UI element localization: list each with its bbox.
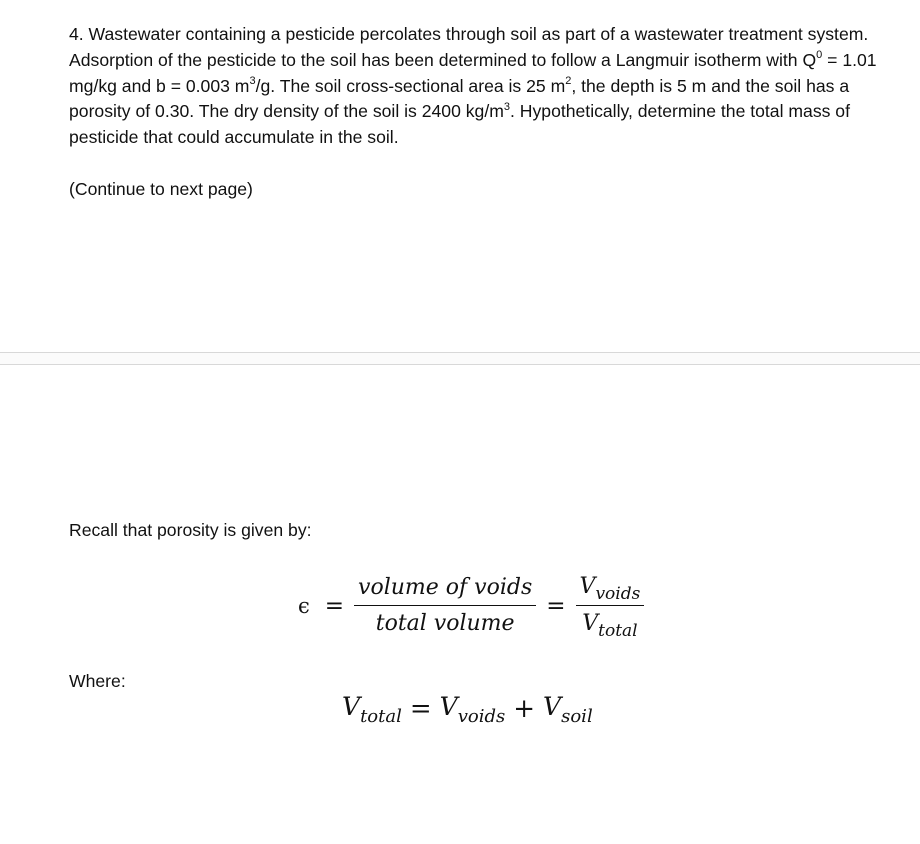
q-superscript: 0: [816, 48, 823, 61]
problem-text-1: 4. Wastewater containing a pesticide percolates through soil as part of a wastewater treatment system. Adsorption of the pesticide to the soil has been determined to follow a Langmuir isotherm with Q: [69, 24, 869, 70]
v-voids-term-subscript: voids: [457, 706, 506, 727]
fraction-bar: [354, 605, 536, 607]
density-unit-superscript: 3: [503, 100, 510, 113]
v-total-term-base: V: [342, 692, 361, 721]
fraction-denominator-words: total volume: [375, 611, 515, 637]
porosity-equation: [298, 566, 644, 646]
v-soil-term-subscript: soil: [561, 706, 593, 727]
recall-text: Recall that porosity is given by:: [69, 520, 312, 540]
fraction-numerator-words: volume of voids: [358, 574, 533, 600]
problem-statement: [69, 22, 899, 151]
v-voids-base: V: [579, 573, 596, 599]
total-volume-equation: [342, 690, 593, 727]
v-voids-term-base: V: [439, 692, 458, 721]
v-total-base: V: [582, 611, 599, 637]
v-soil-term: [543, 690, 593, 727]
problem-text-2: = 1.01 mg/kg and b = 0.003 m: [69, 49, 877, 96]
continue-note: (Continue to next page): [69, 179, 253, 199]
v-soil-term-base: V: [543, 692, 562, 721]
v-total-term: [342, 690, 402, 727]
problem-text-4: , the depth is 5 m and the soil has a porosity of 0.30. The dry density of the soil is 2400 kg/m: [69, 75, 850, 122]
v-total-denominator: [578, 610, 641, 642]
plus-sign: +: [513, 693, 536, 724]
b-unit-superscript: 3: [249, 74, 256, 87]
v-total-term-subscript: total: [360, 706, 402, 727]
page-break-divider: [0, 352, 920, 365]
problem-text-5: . Hypothetically, determine the total mass of pesticide that could accumulate in the soil.: [69, 101, 850, 148]
volume-ratio-fraction: [354, 574, 536, 639]
where-text: Where:: [69, 671, 126, 691]
problem-text-3: /g. The soil cross-sectional area is 25 m: [255, 75, 566, 96]
equals-sign-3: =: [409, 693, 432, 724]
epsilon-symbol: ϵ: [298, 594, 310, 618]
fraction-bar: [576, 605, 645, 607]
v-voids-subscript: voids: [595, 583, 641, 604]
v-total-subscript: total: [598, 621, 638, 642]
variable-ratio-fraction: [576, 573, 645, 640]
v-voids-term: [440, 690, 506, 727]
area-unit-superscript: 2: [565, 74, 572, 87]
equals-sign-1: =: [324, 593, 345, 619]
v-voids-numerator: [576, 573, 645, 602]
equals-sign-2: =: [546, 593, 566, 619]
